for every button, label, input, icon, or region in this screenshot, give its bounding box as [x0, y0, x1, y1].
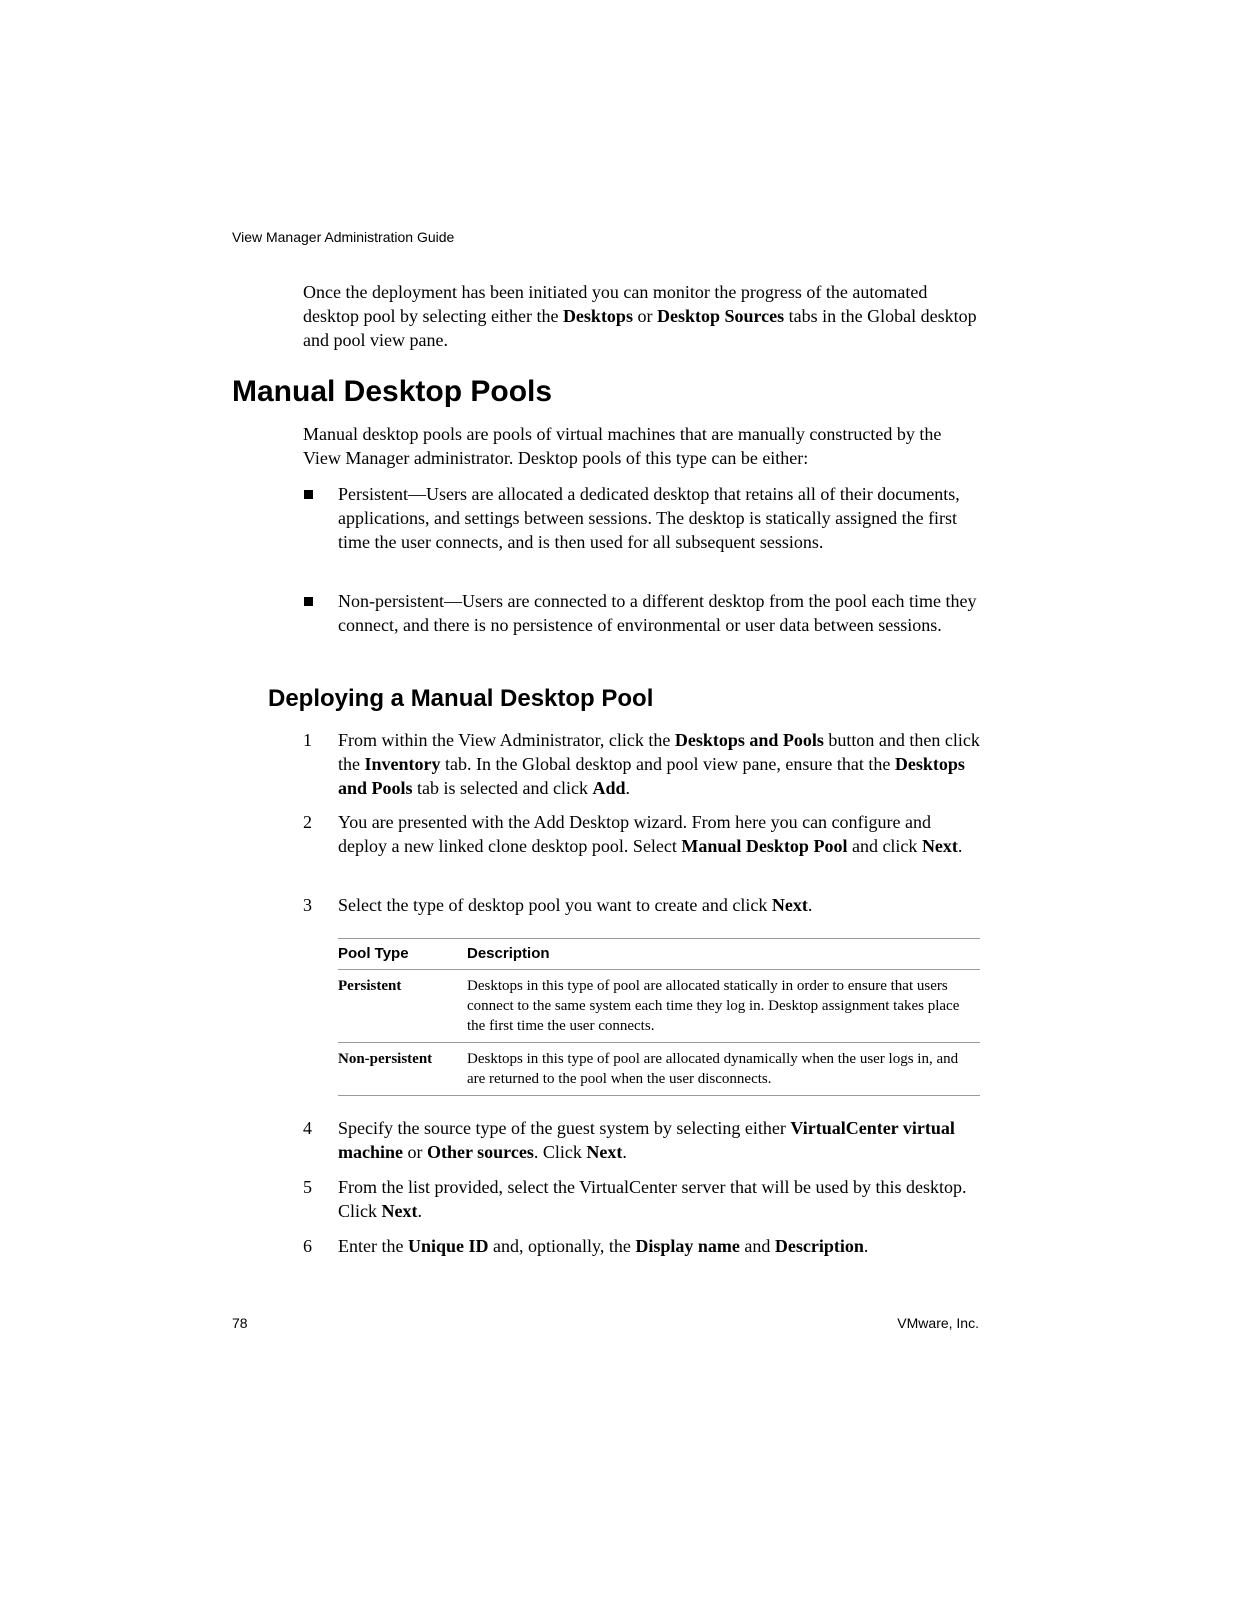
step-number: 5: [303, 1177, 312, 1197]
step-text-run: and, optionally, the: [488, 1236, 636, 1256]
step-text: [338, 810, 983, 858]
step-text-run: .: [622, 1142, 627, 1162]
step-text-run: or: [403, 1142, 427, 1162]
intro-paragraph: [303, 280, 983, 352]
square-bullet-icon: [304, 597, 313, 606]
step-text-run: .: [863, 1236, 869, 1256]
step-text-run: button and then click the: [338, 730, 980, 774]
table-header-row: [338, 939, 980, 970]
subsection-heading: Deploying a Manual Desktop Pool: [268, 685, 654, 712]
section-intro-paragraph: Manual desktop pools are pools of virtual machines that are manually constructed by the View Manager administrator. Desktop pools of this type can be either:: [303, 424, 942, 468]
ui-term: Unique ID: [407, 1236, 489, 1256]
section-heading: Manual Desktop Pools: [232, 375, 553, 408]
step-text-run: From the list provided, select the VirtualCenter server that will be used by this desktop. Click: [338, 1177, 967, 1221]
bullet-text: Persistent—Users are allocated a dedicated desktop that retains all of their documents, applications, and settings between sessions. The desktop is statically assigned the first time the user connects, and is then used for all subsequent sessions.: [338, 484, 960, 552]
step-number: 3: [303, 895, 312, 915]
step-text-run: .: [625, 778, 630, 798]
step-text-run: tab. In the Global desktop and pool view pane, ensure that the: [440, 754, 895, 774]
ui-term: Desktops and Pools: [674, 730, 824, 750]
bullet-list: [303, 482, 983, 554]
column-header-description: Description: [467, 945, 550, 962]
step-text: [338, 1175, 983, 1223]
ui-term: VirtualCenter virtual machine: [338, 1118, 955, 1162]
intro-text: Once the deployment has been initiated you can monitor the progress of the automated desktop pool by selecting either the: [303, 282, 928, 326]
step-text-run: .: [807, 895, 813, 915]
step-item: [303, 1234, 983, 1258]
desktops-tab-term: Desktops: [562, 306, 633, 326]
pool-type-cell: Non-persistent: [338, 1051, 433, 1067]
running-header: View Manager Administration Guide: [232, 229, 455, 245]
ui-term: Description: [774, 1236, 864, 1256]
step-text-run: You are presented with the Add Desktop wizard. From here you can configure and deploy a new linked clone desktop pool. Select: [338, 812, 932, 856]
step-text-run: and click: [847, 836, 922, 856]
step-number: 2: [303, 812, 312, 832]
bullet-item-non-persistent: [303, 589, 983, 637]
intro-text: tabs in the Global desktop and pool view pane.: [303, 306, 977, 350]
step-text-run: tab is selected and click: [412, 778, 593, 798]
square-bullet-icon: [304, 490, 313, 499]
ui-term: Inventory: [364, 754, 441, 774]
ui-term: Manual Desktop Pool: [681, 836, 848, 856]
step-number: 6: [303, 1236, 312, 1256]
bullet-item-persistent: [303, 482, 983, 554]
step-number: 1: [303, 730, 312, 750]
ui-term: Display name: [635, 1236, 740, 1256]
step-text: [338, 728, 983, 800]
column-header-pool-type: Pool Type: [338, 945, 409, 962]
step-text-run: Enter the: [338, 1236, 408, 1256]
description-cell: Desktops in this type of pool are allocated statically in order to ensure that users connect to the same system each time they log in. Desktop assignment takes place the first time the user connects.: [467, 978, 960, 1034]
page-number: 78: [232, 1315, 248, 1331]
step-text-run: and: [739, 1236, 775, 1256]
ui-term: Next: [921, 836, 958, 856]
ui-term: Add: [592, 778, 626, 798]
step-text-run: .: [417, 1201, 422, 1221]
step-text-run: Specify the source type of the guest system by selecting either: [338, 1118, 791, 1138]
step-text-run: . Click: [533, 1142, 587, 1162]
step-text-run: From within the View Administrator, click the: [338, 730, 675, 750]
step-item: [303, 1175, 983, 1223]
footer-company: VMware, Inc.: [897, 1315, 979, 1331]
step-text: [338, 1116, 983, 1164]
step-text: [338, 1234, 983, 1258]
step-item: [303, 893, 983, 917]
ui-term: Other sources: [427, 1142, 534, 1162]
pool-type-cell: Persistent: [338, 978, 402, 994]
desktop-sources-tab-term: Desktop Sources: [656, 306, 785, 326]
bullet-list: [303, 589, 983, 637]
ui-term: Desktops and Pools: [338, 754, 965, 798]
bullet-text: Non-persistent—Users are connected to a different desktop from the pool each time they connect, and there is no persistence of environmental or user data between sessions.: [338, 591, 977, 635]
step-text: [338, 893, 983, 917]
step-text-run: .: [957, 836, 963, 856]
ui-term: Next: [381, 1201, 418, 1221]
step-item: [303, 1116, 983, 1164]
step-text-run: Select the type of desktop pool you want to create and click: [338, 895, 772, 915]
ui-term: Next: [586, 1142, 623, 1162]
ui-term: Next: [771, 895, 808, 915]
step-number: 4: [303, 1118, 312, 1138]
table-row: [338, 1043, 980, 1096]
intro-text: or: [632, 306, 657, 326]
table-row: [338, 970, 980, 1043]
description-cell: Desktops in this type of pool are allocated dynamically when the user logs in, and are returned to the pool when the user disconnects.: [467, 1051, 959, 1087]
step-item: [303, 810, 983, 858]
pool-type-table: [338, 938, 980, 1096]
step-item: [303, 728, 983, 800]
